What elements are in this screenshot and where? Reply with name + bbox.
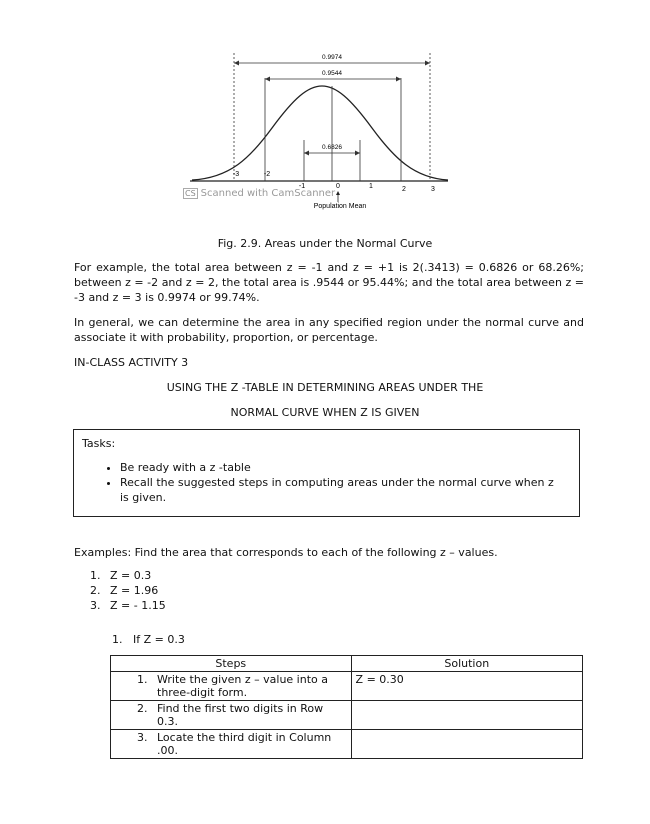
tick-label: -3 xyxy=(232,171,240,178)
area-label-2sd: 0.9544 xyxy=(322,70,342,77)
task-item: • Recall the suggested steps in computing areas under the normal curve when z is given. xyxy=(120,475,560,505)
examples-intro: Examples: Find the area that corresponds to each of the following z – values. xyxy=(74,546,498,559)
table-row xyxy=(111,672,583,701)
example-item xyxy=(90,583,166,598)
arrowhead-right-3sd xyxy=(425,61,430,66)
scanner-logo-icon: CS xyxy=(185,189,196,198)
step-number: 1. xyxy=(137,673,148,686)
mean-pointer-arrowhead xyxy=(336,191,340,195)
solution-cell xyxy=(351,701,582,730)
activity-heading: IN-CLASS ACTIVITY 3 xyxy=(74,356,189,369)
step-cell xyxy=(111,730,352,759)
tasks-title: Tasks: xyxy=(82,437,116,450)
activity-title-line1: USING THE Z -TABLE IN DETERMINING AREAS UNDER THE xyxy=(166,381,484,394)
step-number: 3. xyxy=(137,731,148,744)
header-solution: Solution xyxy=(351,656,582,672)
arrowhead-left-2sd xyxy=(265,77,270,82)
tasks-box xyxy=(73,429,580,517)
case-heading: 1. If Z = 0.3 xyxy=(112,633,185,646)
activity-title-line2: NORMAL CURVE WHEN Z IS GIVEN xyxy=(230,406,420,419)
steps-table xyxy=(110,655,583,759)
example-item xyxy=(90,598,166,613)
step-text: Find the first two digits in Row 0.3. xyxy=(157,702,324,728)
example-text: Z = - 1.15 xyxy=(110,599,166,612)
paragraph-general: In general, we can determine the area in any specified region under the normal curve and associate it with probability, proportion, or percentage. xyxy=(74,316,584,344)
example-item xyxy=(90,568,166,583)
arrowhead-right-2sd xyxy=(396,77,401,82)
axis-label: Population Mean xyxy=(313,203,367,210)
header-steps: Steps xyxy=(111,656,352,672)
task-item: • Be ready with a z -table xyxy=(120,460,560,475)
examples-list xyxy=(90,568,166,613)
step-cell xyxy=(111,701,352,730)
table-row xyxy=(111,701,583,730)
area-label-1sd: 0.6826 xyxy=(322,144,342,151)
example-text: Z = 0.3 xyxy=(110,569,152,582)
example-number: 2. xyxy=(90,584,101,597)
solution-cell: Z = 0.30 xyxy=(351,672,582,701)
arrowhead-right-1sd xyxy=(355,151,360,156)
example-number: 1. xyxy=(90,569,101,582)
example-number: 3. xyxy=(90,599,101,612)
area-label-3sd: 0.9974 xyxy=(322,54,342,61)
step-text: Locate the third digit in Column .00. xyxy=(157,731,332,757)
paragraph-example: For example, the total area between z = -1 and z = +1 is 2(.3413) = 0.6826 or 68.26%; between z = -2 and z = 2, the total area is .9544 or 95.44%; and the total area between z = -3 and z = 3 is 0.9974 or 99.74%. xyxy=(74,261,584,304)
tasks-list xyxy=(104,460,560,505)
example-text: Z = 1.96 xyxy=(110,584,159,597)
tick-label: 0 xyxy=(336,183,340,190)
tick-label: -1 xyxy=(298,183,306,190)
step-number: 2. xyxy=(137,702,148,715)
step-cell xyxy=(111,672,352,701)
scanner-watermark xyxy=(183,188,335,199)
table-header-row xyxy=(111,656,583,672)
arrowhead-left-1sd xyxy=(304,151,309,156)
tick-label: 3 xyxy=(431,186,435,193)
tick-label: 1 xyxy=(369,183,373,190)
step-text: Write the given z – value into a three-digit form. xyxy=(157,673,328,699)
tick-label: -2 xyxy=(263,171,271,178)
bell-curve xyxy=(192,86,448,180)
figure-caption: Fig. 2.9. Areas under the Normal Curve xyxy=(217,237,433,250)
arrowhead-left-3sd xyxy=(234,61,239,66)
tick-label: 2 xyxy=(402,186,406,193)
watermark-text: Scanned with CamScanner xyxy=(200,188,336,199)
solution-cell xyxy=(351,730,582,759)
table-row xyxy=(111,730,583,759)
